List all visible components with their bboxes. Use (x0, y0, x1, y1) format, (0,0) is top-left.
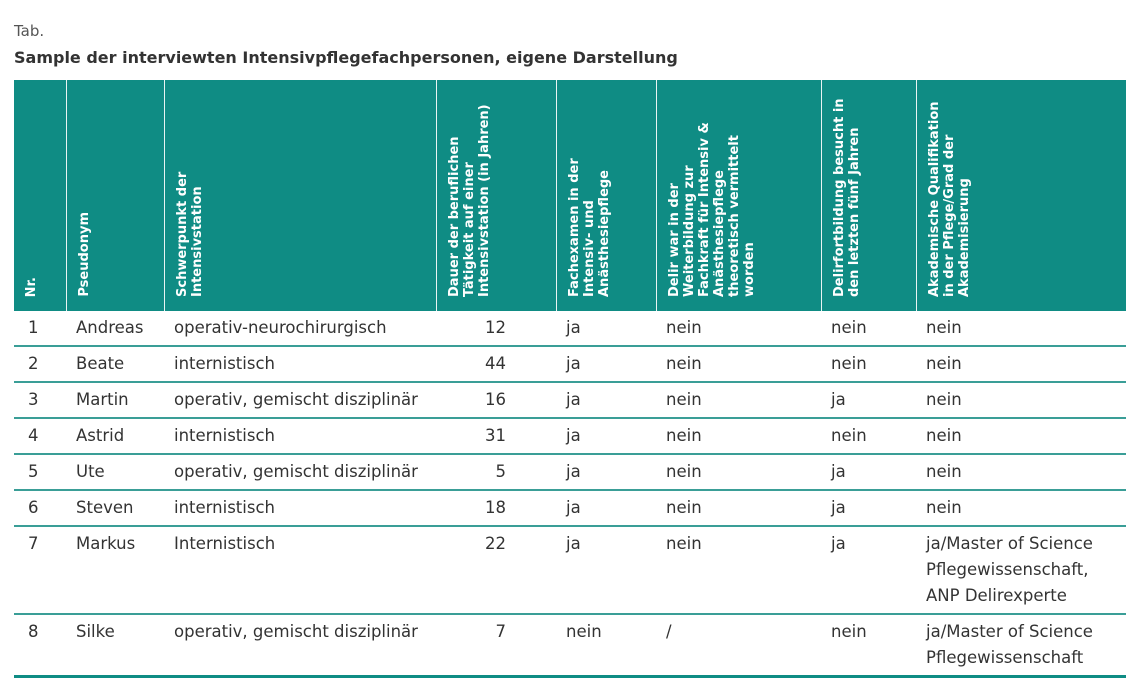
cell-nr: 3 (14, 382, 66, 418)
cell-delirfortbildung: nein (821, 311, 916, 346)
cell-fachexamen: ja (556, 418, 656, 454)
table-row (14, 311, 1126, 346)
sample-table (14, 80, 1126, 678)
cell-nr: 6 (14, 490, 66, 526)
table-row (14, 614, 1126, 677)
cell-schwerpunkt: operativ, gemischt disziplinär (164, 382, 436, 418)
cell-delir-weiterbildung: nein (656, 418, 821, 454)
cell-delir-weiterbildung: nein (656, 526, 821, 614)
cell-delirfortbildung: ja (821, 454, 916, 490)
cell-dauer: 44 (436, 346, 556, 382)
cell-pseudonym: Andreas (66, 311, 164, 346)
table-row (14, 490, 1126, 526)
cell-dauer: 7 (436, 614, 556, 677)
cell-schwerpunkt: Internistisch (164, 526, 436, 614)
header-dauer: Dauer der beruflichen Tätigkeit auf einer Intensivstation (in Jahren) (436, 80, 556, 311)
cell-delir-weiterbildung: / (656, 614, 821, 677)
cell-akademische-qualifikation: nein (916, 311, 1126, 346)
cell-dauer: 12 (436, 311, 556, 346)
cell-dauer: 5 (436, 454, 556, 490)
cell-delirfortbildung: ja (821, 526, 916, 614)
cell-pseudonym: Astrid (66, 418, 164, 454)
cell-delirfortbildung: nein (821, 418, 916, 454)
cell-delir-weiterbildung: nein (656, 454, 821, 490)
cell-pseudonym: Steven (66, 490, 164, 526)
cell-fachexamen: ja (556, 454, 656, 490)
cell-delirfortbildung: ja (821, 490, 916, 526)
cell-schwerpunkt: operativ, gemischt disziplinär (164, 614, 436, 677)
cell-delirfortbildung: nein (821, 346, 916, 382)
cell-delir-weiterbildung: nein (656, 490, 821, 526)
cell-schwerpunkt: operativ-neurochirurgisch (164, 311, 436, 346)
cell-pseudonym: Martin (66, 382, 164, 418)
cell-delir-weiterbildung: nein (656, 382, 821, 418)
cell-pseudonym: Beate (66, 346, 164, 382)
cell-fachexamen: ja (556, 490, 656, 526)
cell-fachexamen: ja (556, 311, 656, 346)
cell-nr: 4 (14, 418, 66, 454)
table-row (14, 382, 1126, 418)
cell-nr: 7 (14, 526, 66, 614)
header-akademische-qualifikation: Akademische Qualifikation in der Pflege/Grad der Akademisierung (916, 80, 1126, 311)
cell-akademische-qualifikation: nein (916, 346, 1126, 382)
cell-dauer: 16 (436, 382, 556, 418)
header-nr: Nr. (14, 80, 66, 311)
header-pseudonym: Pseudonym (66, 80, 164, 311)
cell-akademische-qualifikation: nein (916, 382, 1126, 418)
cell-nr: 1 (14, 311, 66, 346)
caption-label: Tab. (14, 22, 45, 40)
cell-fachexamen: ja (556, 526, 656, 614)
header-schwerpunkt: Schwerpunkt der Intensivstation (164, 80, 436, 311)
cell-dauer: 31 (436, 418, 556, 454)
cell-delir-weiterbildung: nein (656, 346, 821, 382)
cell-dauer: 22 (436, 526, 556, 614)
cell-fachexamen: ja (556, 382, 656, 418)
cell-schwerpunkt: operativ, gemischt disziplinär (164, 454, 436, 490)
header-delir-weiterbildung: Delir war in der Weiterbildung zur Fachkraft für Intensiv & Anästhesiepflege theoretisch vermittelt worden (656, 80, 821, 311)
cell-akademische-qualifikation: nein (916, 490, 1126, 526)
table-row (14, 418, 1126, 454)
cell-schwerpunkt: internistisch (164, 346, 436, 382)
cell-pseudonym: Silke (66, 614, 164, 677)
table-title: Sample der interviewten Intensivpflegefachpersonen, eigene Darstellung (14, 48, 678, 67)
header-row (14, 80, 1126, 311)
table-row (14, 346, 1126, 382)
cell-schwerpunkt: internistisch (164, 490, 436, 526)
cell-akademische-qualifikation: ja/Master of Science Pflegewissenschaft, ANP Delirexperte (916, 526, 1126, 614)
cell-nr: 8 (14, 614, 66, 677)
cell-nr: 2 (14, 346, 66, 382)
cell-delir-weiterbildung: nein (656, 311, 821, 346)
table-row (14, 526, 1126, 614)
cell-akademische-qualifikation: nein (916, 454, 1126, 490)
cell-akademische-qualifikation: nein (916, 418, 1126, 454)
cell-pseudonym: Markus (66, 526, 164, 614)
cell-dauer: 18 (436, 490, 556, 526)
cell-schwerpunkt: internistisch (164, 418, 436, 454)
header-fachexamen: Fachexamen in der Intensiv- und Anästhesiepflege (556, 80, 656, 311)
cell-delirfortbildung: ja (821, 382, 916, 418)
cell-delirfortbildung: nein (821, 614, 916, 677)
cell-fachexamen: nein (556, 614, 656, 677)
cell-pseudonym: Ute (66, 454, 164, 490)
header-delirfortbildung: Delirfortbildung besucht in den letzten fünf Jahren (821, 80, 916, 311)
cell-akademische-qualifikation: ja/Master of Science Pflegewissenschaft (916, 614, 1126, 677)
cell-nr: 5 (14, 454, 66, 490)
table-row (14, 454, 1126, 490)
cell-fachexamen: ja (556, 346, 656, 382)
